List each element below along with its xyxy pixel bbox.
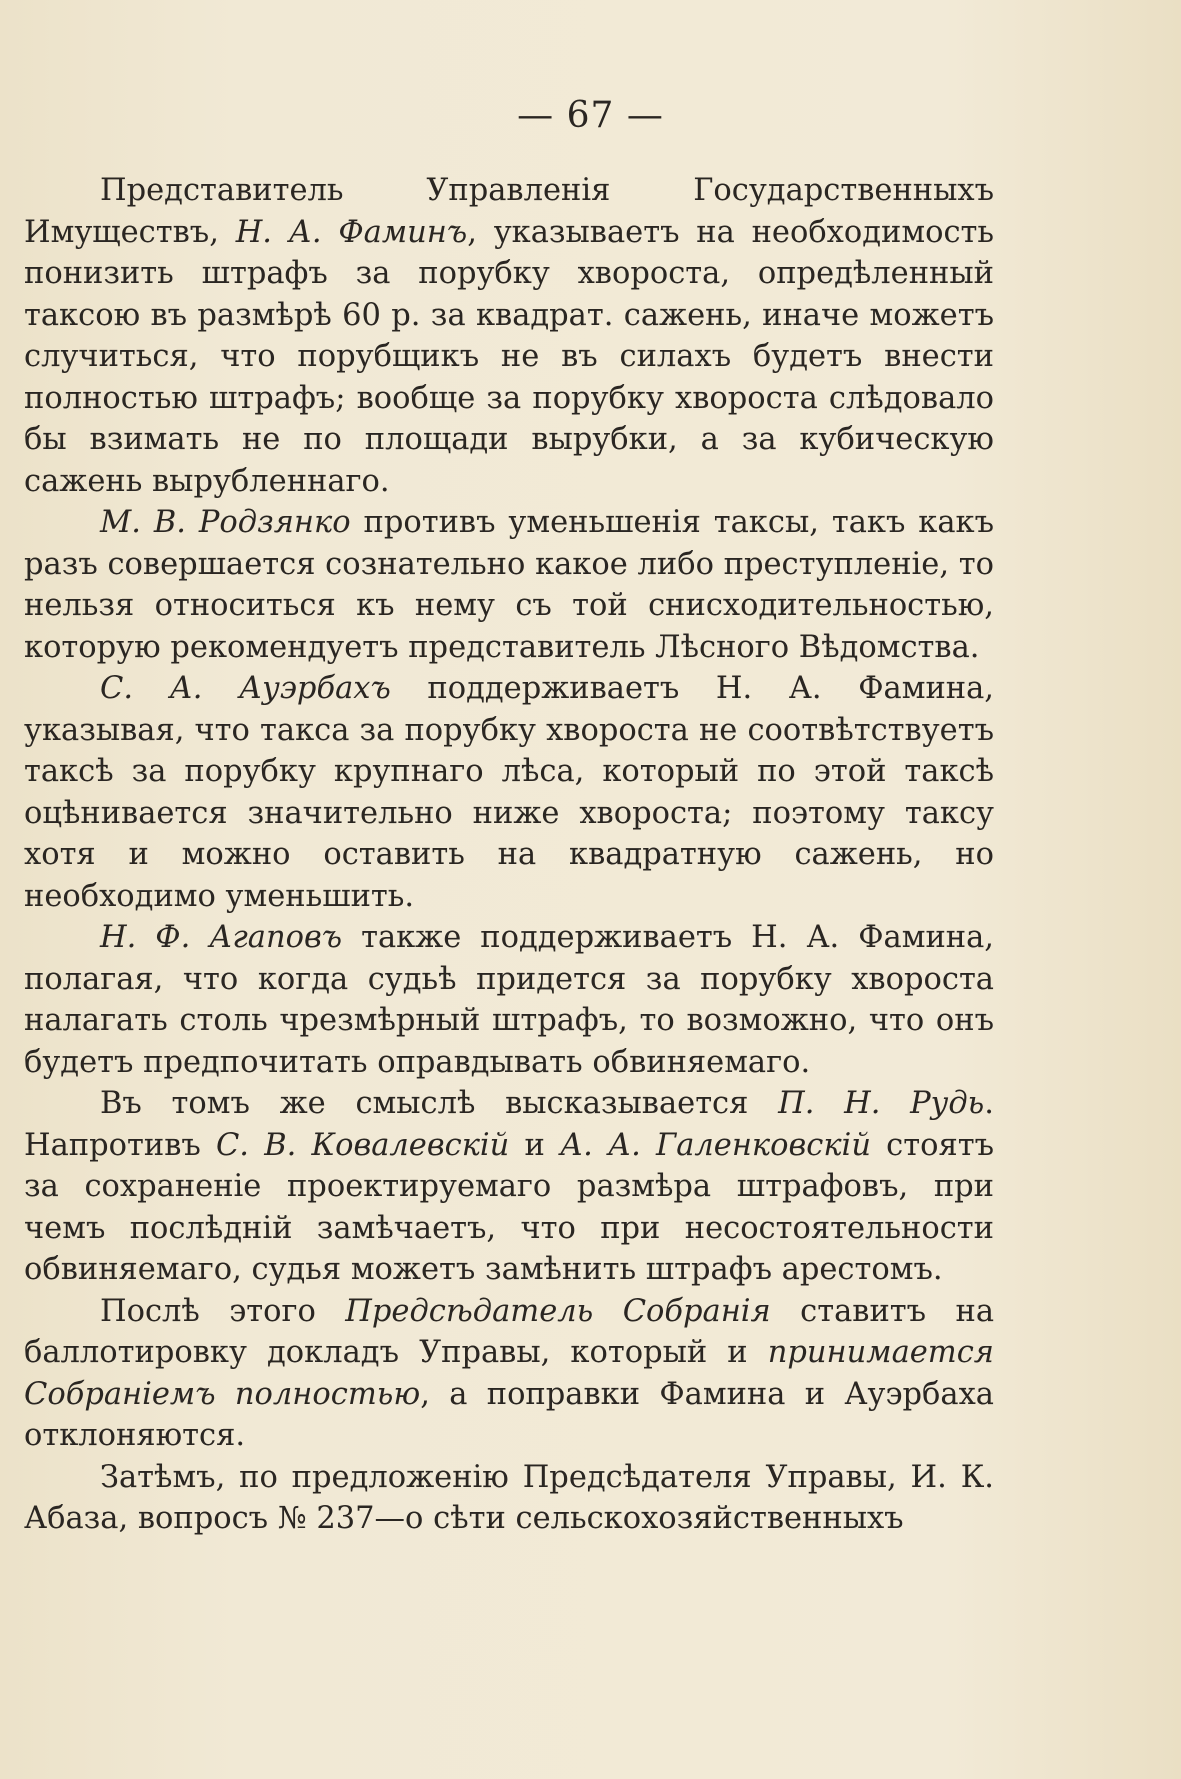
text-run: Затѣмъ, по предложенію Предсѣдателя Управы, И. К. Абаза, вопросъ № 237—о сѣти сельскохозяйственныхъ (24, 1459, 994, 1536)
text-run: Представитель Управленія Государственныхъ Имуществъ, (24, 173, 994, 250)
text-run: Послѣ этого (100, 1293, 346, 1329)
body-text (24, 170, 994, 1540)
paragraph-5 (24, 1083, 994, 1291)
emphasis-text: принимается Собраніемъ полностью (24, 1335, 994, 1412)
emphasis-text: Предсѣдатель Собранія (345, 1293, 771, 1329)
paragraph-3 (24, 668, 994, 917)
paragraph-4 (24, 917, 994, 1083)
paragraph-2 (24, 502, 994, 668)
text-run: поддерживаетъ Н. А. Фамина, указывая, что такса за порубку хвороста не соотвѣтствуетъ таксѣ за порубку крупнаго лѣса, который по этой таксѣ оцѣнивается значительно ниже хвороста; поэтому таксу хотя и можно оставить на квадратную сажень, но необходимо уменьшить. (24, 671, 994, 914)
paragraph-6 (24, 1291, 994, 1457)
text-run: стоятъ за сохраненіе проектируемаго размѣра штрафовъ, при чемъ послѣдній замѣчаетъ, что при несостоятельности обвиняемаго, судья можетъ замѣнить штрафъ арестомъ. (24, 1127, 994, 1287)
speaker-name: М. В. Родзянко (100, 505, 351, 540)
text-run: также поддерживаетъ Н. А. Фамина, полагая, что когда судьѣ придется за порубку хвороста налагать столь чрезмѣрный штрафъ, то возможно, что онъ будетъ предпочитать оправдывать обвиняемаго. (24, 920, 994, 1080)
text-run: , а поправки Фамина и Ауэрбаха отклоняются. (24, 1376, 994, 1453)
text-run: и (509, 1127, 561, 1163)
text-run: . Напротивъ (24, 1086, 994, 1163)
speaker-name: С. А. Ауэрбахъ (100, 671, 391, 706)
text-run: противъ уменьшенія таксы, такъ какъ разъ совершается сознательно какое либо преступленіе, то нельзя относиться къ нему съ той снисходительностью, которую рекомендуетъ представитель Лѣсного Вѣдомства. (24, 505, 994, 665)
speaker-name: П. Н. Рудь (778, 1086, 985, 1121)
speaker-name: Н. Ф. Агаповъ (100, 920, 343, 955)
paragraph-7 (24, 1457, 994, 1540)
text-run: ставитъ на баллотировку докладъ Управы, который и (24, 1293, 994, 1370)
speaker-name: С. В. Ковалевскій (215, 1127, 510, 1163)
text-run: Въ томъ же смыслѣ высказывается (100, 1086, 779, 1121)
page-number: — 67 — (517, 95, 664, 136)
text-run: , указываетъ на необходимость понизить штрафъ за порубку хвороста, опредѣленный таксою въ размѣрѣ 60 р. за квадрат. сажень, иначе можетъ случиться, что порубщикъ не въ силахъ будетъ внести полностью штрафъ; вообще за порубку хвороста слѣдовало бы взимать не по площади вырубки, а за кубическую сажень вырубленнаго. (24, 214, 994, 499)
speaker-name: А. А. Галенковскій (560, 1127, 871, 1163)
paragraph-1 (24, 170, 994, 502)
speaker-name: Н. А. Фаминъ (235, 214, 468, 250)
